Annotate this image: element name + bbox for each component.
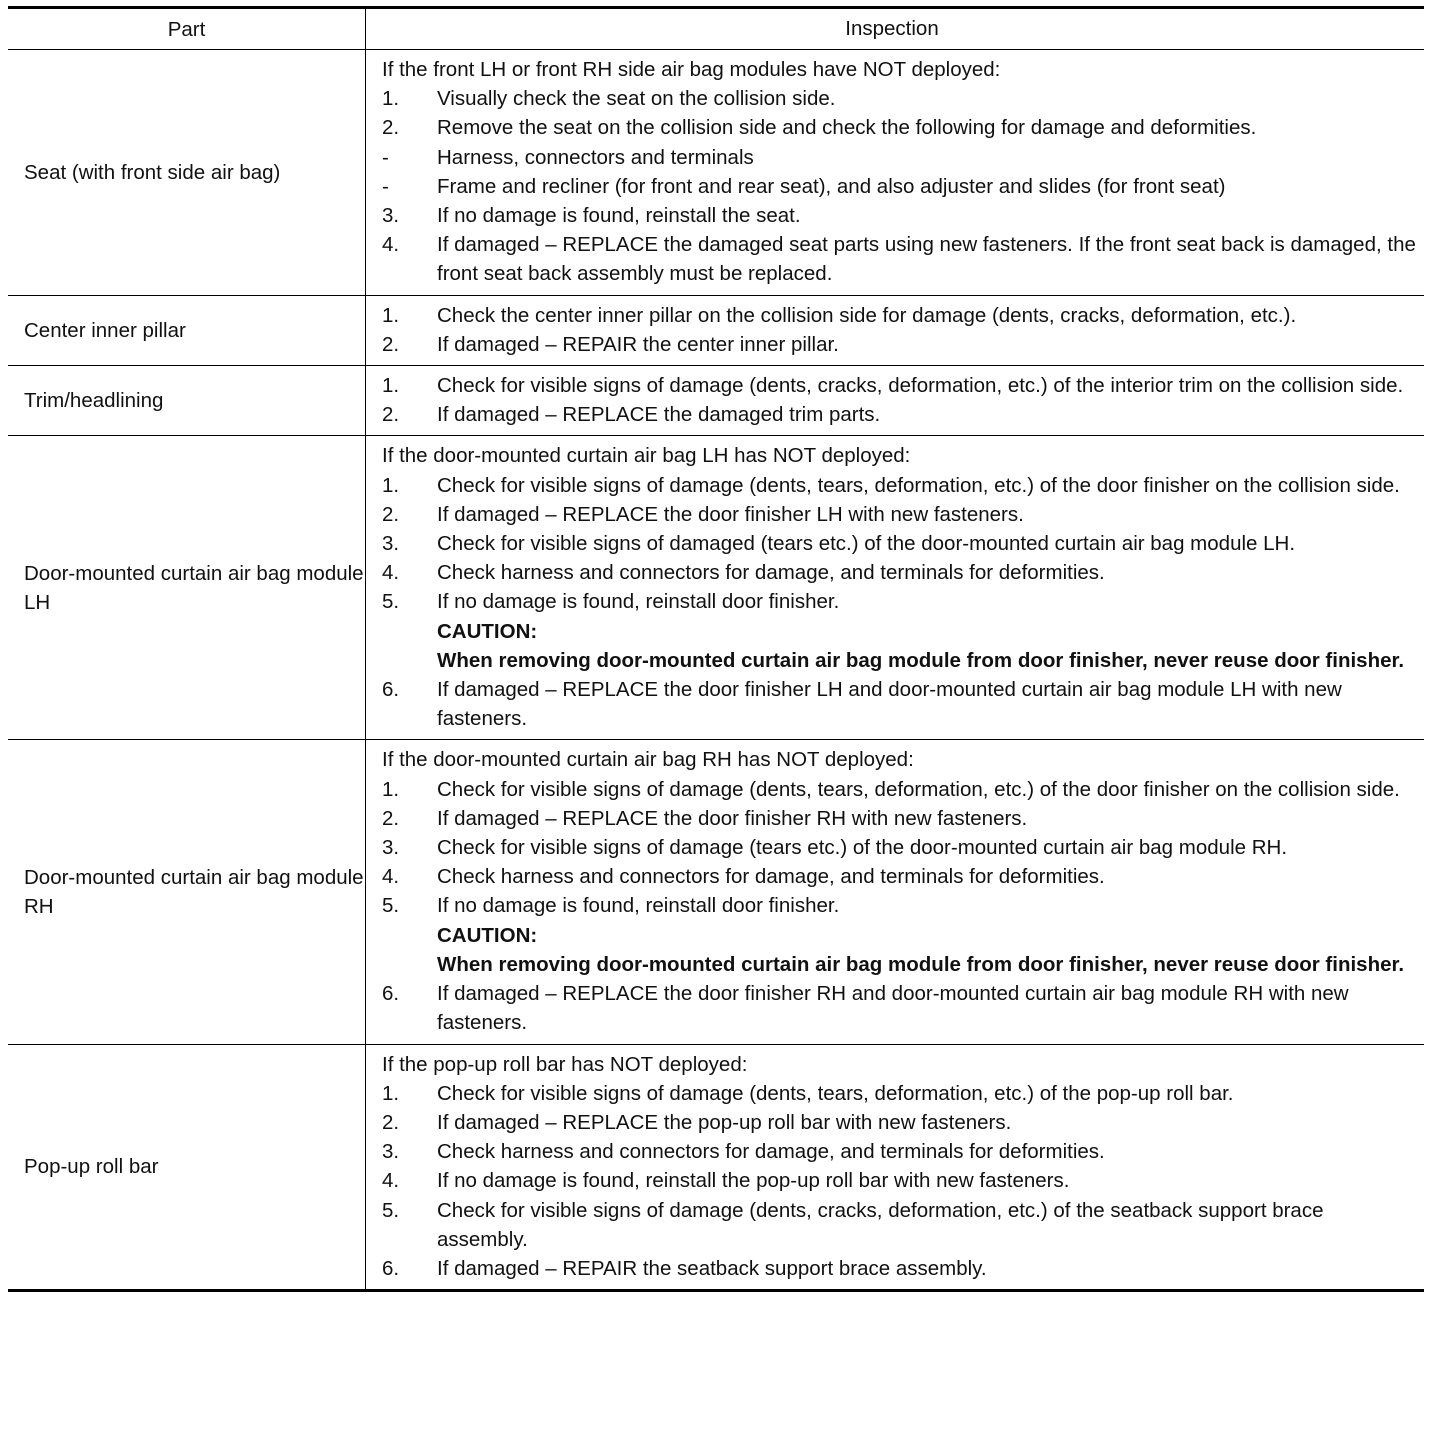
- inspection-step: [382, 143, 1418, 172]
- step-number: 3.: [382, 1140, 400, 1164]
- inspection-step: [382, 172, 1418, 201]
- step-text: CAUTION:: [437, 923, 538, 947]
- step-number: 5.: [382, 590, 400, 614]
- inspection-step: [382, 1137, 1418, 1166]
- part-cell: Door-mounted curtain air bag module LH: [8, 436, 366, 739]
- step-number: 1.: [382, 303, 400, 327]
- step-number: 4.: [382, 1169, 400, 1193]
- step-number: 1.: [382, 473, 400, 497]
- step-number: 1.: [382, 777, 400, 801]
- part-cell: Trim/headlining: [8, 366, 366, 435]
- inspection-step: [382, 371, 1418, 400]
- step-text: If no damage is found, reinstall the pop-up roll bar with new fasteners.: [437, 1169, 1070, 1193]
- table-row: [8, 435, 1424, 739]
- inspection-step: [382, 1166, 1418, 1195]
- inspection-step: [382, 587, 1418, 616]
- step-text: Check harness and connectors for damage, and terminals for deformities.: [437, 1140, 1105, 1164]
- step-text: Check harness and connectors for damage, and terminals for deformities.: [437, 561, 1105, 585]
- step-number: 6.: [382, 678, 400, 702]
- inspection-step: [382, 891, 1418, 920]
- inspection-intro: If the door-mounted curtain air bag LH has NOT deployed:: [382, 444, 911, 468]
- inspection-step: [382, 400, 1418, 429]
- step-text: Check for visible signs of damage (dents, tears, deformation, etc.) of the door finisher on the collision side.: [437, 777, 1400, 801]
- table-row: [8, 49, 1424, 295]
- inspection-step: [382, 558, 1418, 587]
- step-text: If damaged – REPLACE the door finisher RH and door-mounted curtain air bag module RH with new fasteners.: [437, 982, 1349, 1035]
- inspection-intro: If the front LH or front RH side air bag modules have NOT deployed:: [382, 58, 1001, 81]
- step-number: 5.: [382, 894, 400, 918]
- step-text: Check for visible signs of damage (dents, cracks, deformation, etc.) of the interior trim on the collision side.: [437, 374, 1404, 398]
- caution-note: [382, 921, 1418, 950]
- table-row: [8, 295, 1424, 365]
- inspection-step: [382, 833, 1418, 862]
- step-text: Check for visible signs of damage (dents, cracks, deformation, etc.) of the seatback support brace assembly.: [437, 1198, 1324, 1251]
- inspection-intro: If the pop-up roll bar has NOT deployed:: [382, 1052, 748, 1076]
- step-number: 4.: [382, 561, 400, 585]
- step-text: If no damage is found, reinstall door finisher.: [437, 590, 840, 614]
- step-text: CAUTION:: [437, 619, 538, 643]
- inspection-step: [382, 862, 1418, 891]
- step-text: Check harness and connectors for damage, and terminals for deformities.: [437, 865, 1105, 889]
- step-number: 1.: [382, 1081, 400, 1105]
- inspection-step: [382, 471, 1418, 500]
- step-number: -: [382, 174, 389, 198]
- part-cell: Center inner pillar: [8, 296, 366, 365]
- table-header-row: [8, 9, 1424, 49]
- inspection-cell: [366, 740, 1424, 1043]
- inspection-step: [382, 113, 1418, 142]
- part-cell: Door-mounted curtain air bag module RH: [8, 740, 366, 1043]
- inspection-step: [382, 804, 1418, 833]
- inspection-cell: [366, 50, 1424, 295]
- step-text: Check for visible signs of damage (dents, tears, deformation, etc.) of the pop-up roll bar.: [437, 1081, 1234, 1105]
- step-text: Visually check the seat on the collision side.: [437, 87, 836, 111]
- inspection-step: [382, 301, 1418, 330]
- step-text: If damaged – REPLACE the pop-up roll bar with new fasteners.: [437, 1110, 1012, 1134]
- step-text: Check the center inner pillar on the collision side for damage (dents, cracks, deformation, etc.).: [437, 303, 1297, 327]
- step-number: -: [382, 145, 389, 169]
- step-number: 4.: [382, 865, 400, 889]
- step-number: 1.: [382, 87, 400, 111]
- step-text: When removing door-mounted curtain air bag module from door finisher, never reuse door finisher.: [437, 952, 1405, 976]
- inspection-step: [382, 84, 1418, 113]
- step-text: If damaged – REPLACE the damaged seat parts using new fasteners. If the front seat back is damaged, the front seat back assembly must be replaced.: [437, 233, 1416, 286]
- inspection-step: [382, 775, 1418, 804]
- step-number: 2.: [382, 332, 400, 356]
- inspection-cell: [366, 436, 1424, 739]
- step-text: If damaged – REPAIR the center inner pillar.: [437, 332, 839, 356]
- step-text: If no damage is found, reinstall the seat.: [437, 204, 801, 228]
- caution-note: [382, 617, 1418, 646]
- inspection-cell: [366, 1045, 1424, 1290]
- part-cell: Pop-up roll bar: [8, 1045, 366, 1290]
- step-text: Check for visible signs of damage (tears etc.) of the door-mounted curtain air bag module RH.: [437, 836, 1288, 860]
- step-number: 2.: [382, 403, 400, 427]
- step-text: Check for visible signs of damage (dents, tears, deformation, etc.) of the door finisher on the collision side.: [437, 473, 1400, 497]
- inspection-step: [382, 201, 1418, 230]
- caution-note: [382, 950, 1418, 979]
- inspection-cell: [366, 366, 1424, 435]
- step-text: When removing door-mounted curtain air bag module from door finisher, never reuse door finisher.: [437, 648, 1405, 672]
- step-number: 6.: [382, 982, 400, 1006]
- table-row: [8, 1044, 1424, 1290]
- inspection-step: [382, 1254, 1418, 1283]
- step-text: If damaged – REPLACE the door finisher LH with new fasteners.: [437, 502, 1024, 526]
- step-text: Harness, connectors and terminals: [437, 145, 754, 169]
- step-text: Frame and recliner (for front and rear seat), and also adjuster and slides (for front seat): [437, 174, 1226, 198]
- step-number: 5.: [382, 1198, 400, 1222]
- inspection-step: [382, 529, 1418, 558]
- step-number: 6.: [382, 1256, 400, 1280]
- inspection-step: [382, 1196, 1418, 1254]
- inspection-step: [382, 1079, 1418, 1108]
- inspection-step: [382, 500, 1418, 529]
- inspection-step: [382, 979, 1418, 1037]
- table-row: [8, 739, 1424, 1043]
- inspection-step: [382, 230, 1418, 288]
- inspection-intro: If the door-mounted curtain air bag RH has NOT deployed:: [382, 748, 914, 772]
- inspection-cell: [366, 296, 1424, 365]
- step-text: If damaged – REPLACE the door finisher RH with new fasteners.: [437, 806, 1028, 830]
- step-number: 2.: [382, 116, 400, 140]
- step-number: 3.: [382, 204, 400, 228]
- step-number: 2.: [382, 1110, 400, 1134]
- step-number: 2.: [382, 806, 400, 830]
- step-number: 3.: [382, 532, 400, 556]
- step-number: 2.: [382, 502, 400, 526]
- step-text: Remove the seat on the collision side and check the following for damage and deformities.: [437, 116, 1257, 140]
- inspection-table: [8, 6, 1424, 1292]
- step-text: If damaged – REPLACE the door finisher LH and door-mounted curtain air bag module LH with new fasteners.: [437, 678, 1342, 731]
- step-text: If damaged – REPAIR the seatback support brace assembly.: [437, 1256, 987, 1280]
- header-inspection: Inspection: [845, 16, 939, 40]
- part-cell: Seat (with front side air bag): [8, 50, 366, 295]
- inspection-step: [382, 1108, 1418, 1137]
- step-number: 3.: [382, 836, 400, 860]
- table-row: [8, 365, 1424, 435]
- step-text: If damaged – REPLACE the damaged trim parts.: [437, 403, 881, 427]
- step-text: Check for visible signs of damaged (tears etc.) of the door-mounted curtain air bag module LH.: [437, 532, 1296, 556]
- step-number: 1.: [382, 374, 400, 398]
- caution-note: [382, 646, 1418, 675]
- inspection-step: [382, 330, 1418, 359]
- header-part: Part: [8, 9, 366, 49]
- step-number: 4.: [382, 233, 400, 257]
- inspection-step: [382, 675, 1418, 733]
- step-text: If no damage is found, reinstall door finisher.: [437, 894, 840, 918]
